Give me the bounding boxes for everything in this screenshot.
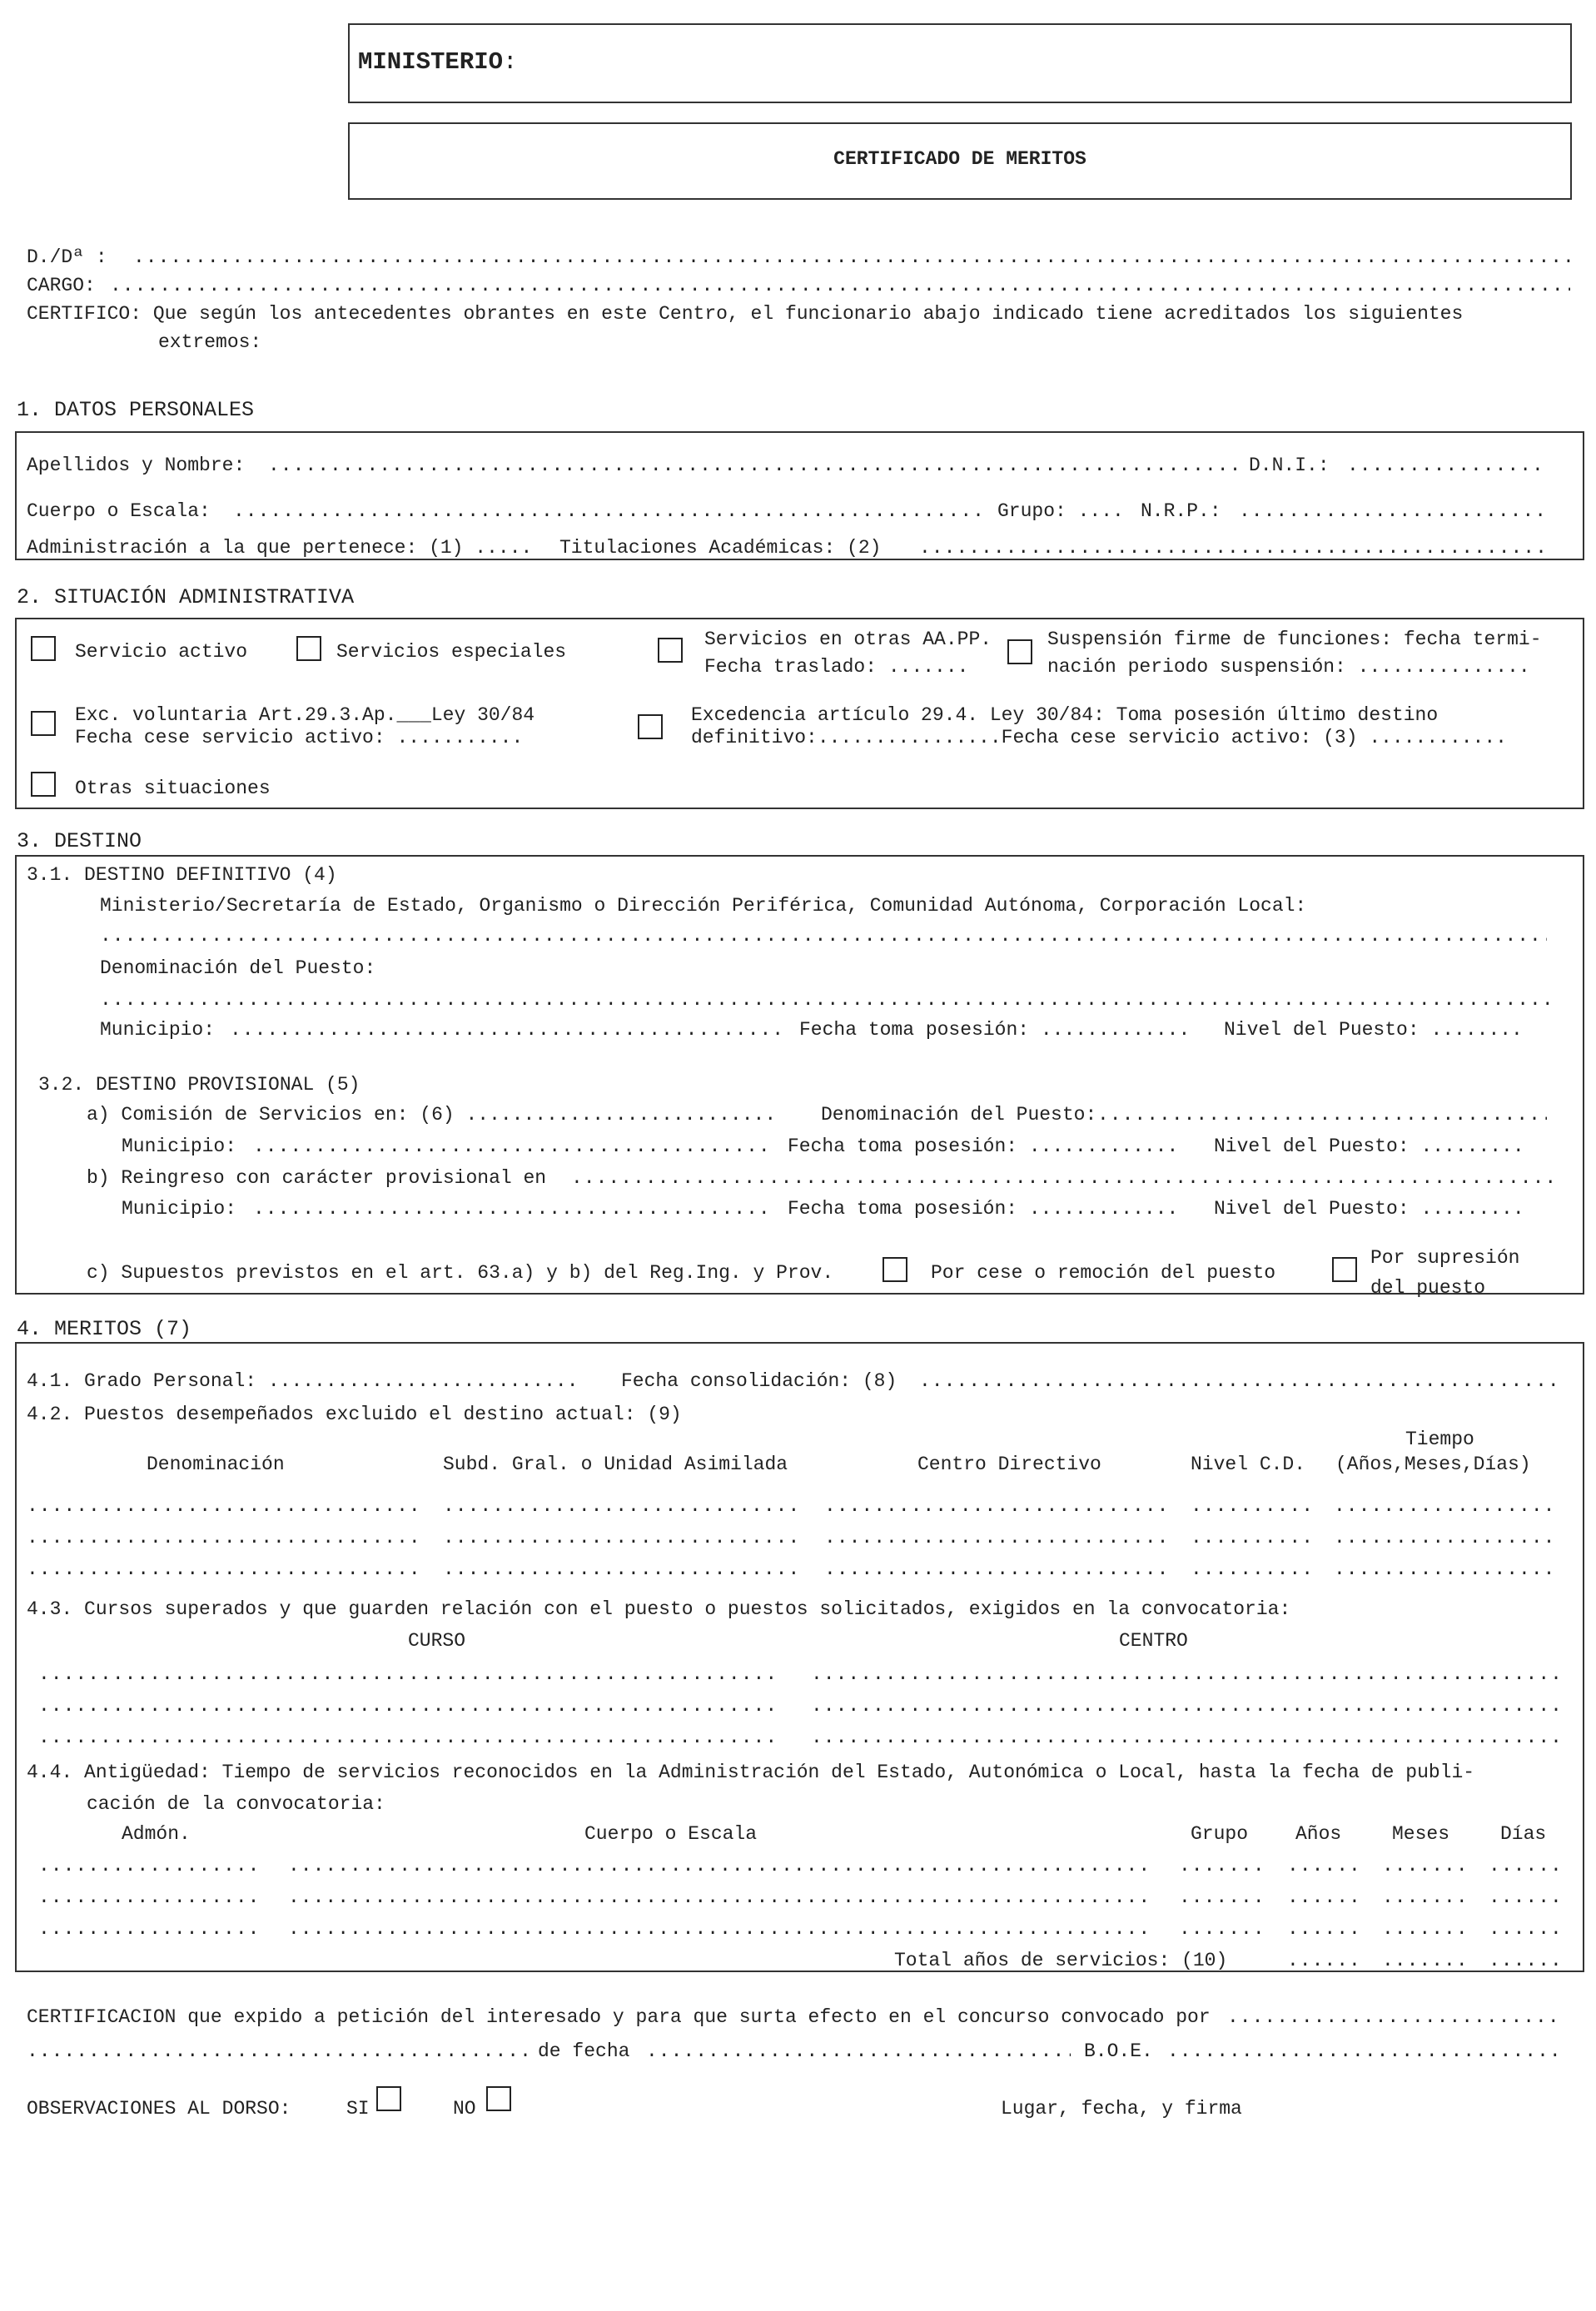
otras-aapp-line-1: Servicios en otras AA.PP. bbox=[704, 629, 992, 650]
row-cuerpo[interactable] bbox=[288, 1920, 1154, 1939]
col-centro-curso: CENTRO bbox=[1119, 1630, 1188, 1652]
col-dias: Días bbox=[1500, 1823, 1547, 1845]
ministerio-label: MINISTERIO: bbox=[358, 48, 518, 76]
cargo-field[interactable] bbox=[110, 276, 1570, 296]
section-3-heading: 3. DESTINO bbox=[17, 829, 142, 853]
titulaciones-field[interactable] bbox=[919, 539, 1547, 558]
destino-definitivo-title: 3.1. DESTINO DEFINITIVO (4) bbox=[27, 864, 337, 886]
certificacion-label: CERTIFICACION que expido a petición del interesado y para que surta efecto en el concurso convocado por bbox=[27, 2006, 1211, 2028]
total-meses-field[interactable] bbox=[1382, 1951, 1465, 1971]
suspension-line-1: Suspensión firme de funciones: fecha termi- bbox=[1047, 629, 1542, 650]
por-supresion-line-1: Por supresión bbox=[1370, 1247, 1520, 1269]
comision-denominacion-field[interactable] bbox=[1097, 1106, 1547, 1125]
dd-field[interactable] bbox=[133, 248, 1570, 267]
boe-field[interactable] bbox=[1167, 2042, 1559, 2061]
row-centro-curso[interactable] bbox=[811, 1728, 1559, 1747]
antiguedad-line-1: 4.4. Antigüedad: Tiempo de servicios reconocidos en la Administración del Estado, Autonómica o Local, hasta la fecha de publi- bbox=[27, 1762, 1475, 1783]
servicio-activo-checkbox[interactable] bbox=[31, 636, 56, 661]
row-centro-curso[interactable] bbox=[811, 1665, 1559, 1684]
puestos-label: 4.2. Puestos desempeñados excluido el destino actual: (9) bbox=[27, 1404, 682, 1425]
fecha-consolidacion-label: Fecha consolidación: (8) bbox=[621, 1370, 897, 1392]
fecha-field[interactable] bbox=[646, 2042, 1071, 2061]
row-centro[interactable] bbox=[824, 1560, 1166, 1579]
section-1-heading: 1. DATOS PERSONALES bbox=[17, 398, 255, 422]
row-dias[interactable] bbox=[1489, 1920, 1559, 1939]
row-dias[interactable] bbox=[1489, 1856, 1559, 1876]
row-denominacion[interactable] bbox=[27, 1528, 418, 1548]
suspension-checkbox[interactable] bbox=[1007, 639, 1032, 664]
dni-label: D.N.I.: bbox=[1249, 455, 1330, 476]
col-admon: Admón. bbox=[122, 1823, 191, 1845]
municipio-31-field[interactable] bbox=[230, 1021, 786, 1040]
lugar-fecha-firma: Lugar, fecha, y firma bbox=[1001, 2098, 1242, 2120]
admin-label: Administración a la que pertenece: (1) ..... bbox=[27, 537, 533, 559]
si-label: SI bbox=[346, 2098, 370, 2120]
row-anos[interactable] bbox=[1287, 1920, 1359, 1939]
observaciones-label: OBSERVACIONES AL DORSO: bbox=[27, 2098, 291, 2120]
col-tiempo-2: (Años,Meses,Días) bbox=[1335, 1454, 1531, 1475]
row-meses[interactable] bbox=[1382, 1856, 1465, 1876]
row-nivel[interactable] bbox=[1191, 1528, 1309, 1548]
cargo-label: CARGO: bbox=[27, 275, 96, 296]
nrp-field[interactable] bbox=[1239, 502, 1547, 521]
row-curso[interactable] bbox=[38, 1728, 774, 1747]
destino-provisional-title: 3.2. DESTINO PROVISIONAL (5) bbox=[38, 1074, 360, 1096]
nivel-puesto-31: Nivel del Puesto: ........ bbox=[1224, 1019, 1523, 1041]
row-curso[interactable] bbox=[38, 1697, 774, 1716]
otras-aapp-line-2: Fecha traslado: ....... bbox=[704, 656, 969, 678]
ministerio-line: Ministerio/Secretaría de Estado, Organismo o Dirección Periférica, Comunidad Autónoma, Corporación Local: bbox=[100, 895, 1307, 917]
ministerio-field[interactable] bbox=[100, 927, 1547, 946]
row-anos[interactable] bbox=[1287, 1888, 1359, 1907]
nrp-label: N.R.P.: bbox=[1141, 500, 1221, 522]
grado-label: 4.1. Grado Personal: ........................... bbox=[27, 1370, 579, 1392]
row-denominacion[interactable] bbox=[27, 1560, 418, 1579]
exc-voluntaria-checkbox[interactable] bbox=[31, 711, 56, 736]
row-grupo[interactable] bbox=[1179, 1920, 1262, 1939]
concurso-field-2[interactable] bbox=[27, 2042, 530, 2061]
apellidos-field[interactable] bbox=[268, 456, 1244, 475]
reingreso-field[interactable] bbox=[571, 1169, 1559, 1188]
antiguedad-line-2: cación de la convocatoria: bbox=[87, 1793, 385, 1815]
col-cuerpo: Cuerpo o Escala bbox=[584, 1823, 758, 1845]
total-dias-field[interactable] bbox=[1489, 1951, 1559, 1971]
otras-situaciones-checkbox[interactable] bbox=[31, 772, 56, 797]
no-label: NO bbox=[453, 2098, 476, 2120]
col-subd: Subd. Gral. o Unidad Asimilada bbox=[443, 1454, 788, 1475]
certifico-line-1: CERTIFICO: Que según los antecedentes obrantes en este Centro, el funcionario abajo indicado tiene acreditados los siguientes bbox=[27, 303, 1464, 325]
otras-situaciones-label: Otras situaciones bbox=[75, 778, 271, 799]
excedencia-line-2: definitivo:................Fecha cese servicio activo: (3) ............ bbox=[691, 727, 1507, 748]
row-admon[interactable] bbox=[38, 1888, 263, 1907]
fecha-toma-31: Fecha toma posesión: ............. bbox=[799, 1019, 1191, 1041]
servicio-activo-label: Servicio activo bbox=[75, 641, 248, 663]
col-tiempo-1: Tiempo bbox=[1405, 1429, 1474, 1450]
row-meses[interactable] bbox=[1382, 1888, 1465, 1907]
municipio-a-label: Municipio: bbox=[122, 1136, 237, 1157]
fecha-toma-a: Fecha toma posesión: ............. bbox=[788, 1136, 1179, 1157]
por-cese-label: Por cese o remoción del puesto bbox=[931, 1262, 1276, 1284]
cuerpo-label: Cuerpo o Escala: bbox=[27, 500, 211, 522]
dd-label: D./Dª : bbox=[27, 246, 107, 268]
servicios-especiales-label: Servicios especiales bbox=[336, 641, 567, 663]
concurso-field[interactable] bbox=[1227, 2008, 1559, 2027]
row-subd[interactable] bbox=[443, 1528, 799, 1548]
exc-voluntaria-line-2: Fecha cese servicio activo: ........... bbox=[75, 727, 524, 748]
col-denominacion: Denominación bbox=[147, 1454, 285, 1475]
por-supresion-line-2: del puesto bbox=[1370, 1277, 1486, 1299]
servicios-otras-aapp-checkbox[interactable] bbox=[658, 638, 683, 663]
row-grupo[interactable] bbox=[1179, 1888, 1262, 1907]
row-subd[interactable] bbox=[443, 1497, 799, 1516]
si-checkbox[interactable] bbox=[376, 2086, 401, 2111]
cuerpo-field[interactable] bbox=[233, 502, 987, 521]
col-centro-directivo: Centro Directivo bbox=[917, 1454, 1101, 1475]
row-tiempo[interactable] bbox=[1334, 1560, 1559, 1579]
col-nivel: Nivel C.D. bbox=[1191, 1454, 1306, 1475]
fecha-toma-b: Fecha toma posesión: ............. bbox=[788, 1198, 1179, 1220]
row-cuerpo[interactable] bbox=[288, 1888, 1154, 1907]
comision-denominacion-label: Denominación del Puesto: bbox=[821, 1104, 1097, 1126]
dni-field[interactable] bbox=[1347, 456, 1545, 475]
supuestos-label: c) Supuestos previstos en el art. 63.a) y b) del Reg.Ing. y Prov. bbox=[87, 1262, 834, 1284]
row-centro-curso[interactable] bbox=[811, 1697, 1559, 1716]
row-cuerpo[interactable] bbox=[288, 1856, 1154, 1876]
row-meses[interactable] bbox=[1382, 1920, 1465, 1939]
total-anos-field[interactable] bbox=[1287, 1951, 1359, 1971]
cursos-label: 4.3. Cursos superados y que guarden relación con el puesto o puestos solicitados, exigidos en la convocatoria: bbox=[27, 1598, 1291, 1620]
row-dias[interactable] bbox=[1489, 1888, 1559, 1907]
row-denominacion[interactable] bbox=[27, 1497, 418, 1516]
col-anos: Años bbox=[1295, 1823, 1342, 1845]
row-tiempo[interactable] bbox=[1334, 1497, 1559, 1516]
col-grupo: Grupo bbox=[1191, 1823, 1249, 1845]
section-4-heading: 4. MERITOS (7) bbox=[17, 1317, 192, 1341]
row-subd[interactable] bbox=[443, 1560, 799, 1579]
row-centro[interactable] bbox=[824, 1528, 1166, 1548]
suspension-line-2: nación periodo suspensión: ............... bbox=[1047, 656, 1530, 678]
meritos-box bbox=[15, 1342, 1584, 1972]
row-anos[interactable] bbox=[1287, 1856, 1359, 1876]
no-checkbox[interactable] bbox=[486, 2086, 511, 2111]
excedencia-checkbox[interactable] bbox=[638, 714, 663, 739]
row-nivel[interactable] bbox=[1191, 1497, 1309, 1516]
nivel-puesto-b: Nivel del Puesto: ......... bbox=[1214, 1198, 1524, 1220]
row-admon[interactable] bbox=[38, 1856, 263, 1876]
comision-label: a) Comisión de Servicios en: (6) ........................... bbox=[87, 1104, 777, 1126]
municipio-b-field[interactable] bbox=[253, 1200, 774, 1219]
total-anos-label: Total años de servicios: (10) bbox=[894, 1950, 1228, 1971]
por-cese-checkbox[interactable] bbox=[883, 1257, 907, 1282]
municipio-b-label: Municipio: bbox=[122, 1198, 237, 1220]
row-centro[interactable] bbox=[824, 1497, 1166, 1516]
de-fecha-label: de fecha bbox=[538, 2040, 630, 2062]
row-tiempo[interactable] bbox=[1334, 1528, 1559, 1548]
row-curso[interactable] bbox=[38, 1665, 774, 1684]
certificado-title: CERTIFICADO DE MERITOS bbox=[833, 148, 1086, 170]
municipio-a-field[interactable] bbox=[253, 1137, 774, 1156]
exc-voluntaria-line-1: Exc. voluntaria Art.29.3.Ap.___Ley 30/84 bbox=[75, 704, 535, 726]
denominacion-label: Denominación del Puesto: bbox=[100, 957, 376, 979]
por-supresion-checkbox[interactable] bbox=[1332, 1257, 1357, 1282]
titulaciones-label: Titulaciones Académicas: (2) bbox=[559, 537, 882, 559]
nivel-puesto-a: Nivel del Puesto: ......... bbox=[1214, 1136, 1524, 1157]
certifico-line-2: extremos: bbox=[158, 331, 262, 353]
row-nivel[interactable] bbox=[1191, 1560, 1309, 1579]
col-meses: Meses bbox=[1392, 1823, 1450, 1845]
reingreso-label: b) Reingreso con carácter provisional en bbox=[87, 1167, 547, 1189]
ministerio-box bbox=[348, 23, 1572, 103]
fecha-consolidacion-field[interactable] bbox=[919, 1372, 1559, 1391]
servicios-especiales-checkbox[interactable] bbox=[296, 636, 321, 661]
grupo-label: Grupo: .... bbox=[997, 500, 1124, 522]
row-admon[interactable] bbox=[38, 1920, 263, 1939]
row-grupo[interactable] bbox=[1179, 1856, 1262, 1876]
denominacion-field[interactable] bbox=[100, 991, 1559, 1010]
col-curso: CURSO bbox=[408, 1630, 466, 1652]
boe-label: B.O.E. bbox=[1084, 2040, 1153, 2062]
excedencia-line-1: Excedencia artículo 29.4. Ley 30/84: Toma posesión último destino bbox=[691, 704, 1439, 726]
municipio-31-label: Municipio: bbox=[100, 1019, 216, 1041]
apellidos-label: Apellidos y Nombre: bbox=[27, 455, 246, 476]
section-2-heading: 2. SITUACIÓN ADMINISTRATIVA bbox=[17, 585, 355, 609]
